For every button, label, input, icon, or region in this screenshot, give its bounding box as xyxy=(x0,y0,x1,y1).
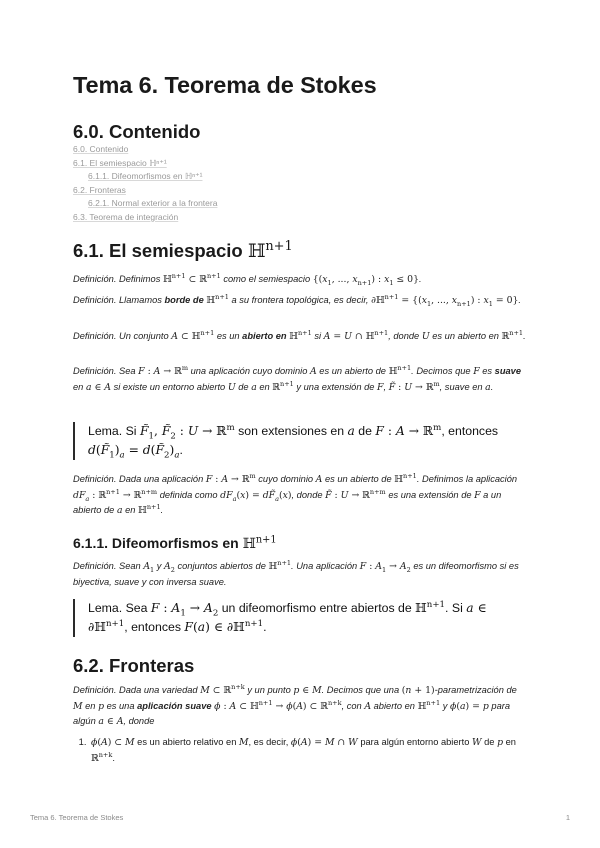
definition-paragraph: Definición. Un conjunto A ⊂ ℍ$^{n+1}$ es un abierto en ℍ$^{n+1}$ si A = U ∩ ℍ$^{n+1}$, donde U es un abierto en ℝ$^{n+1}$. xyxy=(73,328,526,342)
page-number: 1 xyxy=(565,813,570,822)
toc-link[interactable]: 6.2.1. Normal exterior a la frontera xyxy=(88,198,218,209)
definition-paragraph: Definición. Dada una variedad M ⊂ ℝ$^{n+k}$ y un punto p ∈ M. Decimos que una (n + 1)-parametrización de M en p es una aplicación suave ϕ : A ⊂ ℍ$^{n+1}$ → ϕ(A) ⊂ ℝ$^{n+k}$, con A abierto en ℍ$^{n+1}$ y ϕ(a) = p para algún a ∈ A, donde xyxy=(73,682,517,727)
toc-link[interactable]: 6.1.1. Difeomorfismos en ℍⁿ⁺¹ xyxy=(88,171,203,182)
definition-paragraph: Definición. Llamamos borde de ℍ$^{n+1}$ a su frontera topológica, es decir, ∂ℍ$^{n+1}$ = {($x_1$, ..., $x_{n+1}$) : $x_1 = 0$}. xyxy=(73,292,521,308)
definition-paragraph: Definición. Dada una aplicación F : A → ℝ$^m$ cuyo dominio A es un abierto de ℍ$^{n+1}$. Definimos la aplicación $dF_a$ : ℝ$^{n+1}$ → ℝ$^{n+m}$ definida como $dF_a(x)$ = $dF̃_a(x)$, donde F̃ : U → ℝ$^{n+m}$ es una extensión de F a un abierto de a en ℍ$^{n+1}$. xyxy=(73,471,518,516)
toc-link[interactable]: 6.2. Fronteras xyxy=(73,184,126,195)
lemma-block: Lema. Si $F̃_1$, $F̃_2$ : U → ℝ$^m$ son extensiones en a de F : A → ℝ$^m$, entonces $d(F̃_1)_a$ = $d(F̃_2)_a$. xyxy=(73,422,528,460)
toc-link[interactable]: 6.0. Contenido xyxy=(73,144,129,154)
subsection-heading: 6.1.1. Difeomorfismos en ℍ$^{n+1}$ xyxy=(73,534,277,552)
toc-link[interactable]: 6.1. El semiespacio ℍⁿ⁺¹ xyxy=(73,157,167,168)
table-of-contents xyxy=(73,143,217,225)
condition-list xyxy=(73,735,528,766)
section-heading: 6.1. El semiespacio ℍ$^{n+1}$ xyxy=(73,238,293,262)
page-title: Tema 6. Teorema de Stokes xyxy=(73,72,377,98)
lemma-block: Lema. Sea F : $A_1 \to A_2$ un difeomorfismo entre abiertos de ℍ$^{n+1}$. Si a ∈ ∂ℍ$^{n+1}$, entonces F(a) ∈ ∂ℍ$^{n+1}$. xyxy=(73,599,528,637)
list-item: 1. ϕ(A) ⊂ M es un abierto relativo en M, es decir, ϕ(A) = M ∩ W para algún entorno abierto W de p en ℝ$^{n+k}$. xyxy=(89,735,528,766)
section-heading: 6.2. Fronteras xyxy=(73,655,195,676)
definition-paragraph: Definición. Sean $A_1$ y $A_2$ conjuntos abiertos de ℍ$^{n+1}$. Una aplicación F : $A_1 \to A_2$ es un difeomorfismo si es biyectiva, suave y con inversa suave. xyxy=(73,558,519,587)
footer-title: Tema 6. Teorema de Stokes xyxy=(30,813,124,822)
contents-heading: 6.0. Contenido xyxy=(73,121,201,142)
definition-paragraph: Definición. Sea F : A → ℝ$^m$ una aplicación cuyo dominio A es un abierto de ℍ$^{n+1}$. Decimos que F es suave en a ∈ A si existe un entorno abierto U de a en ℝ$^{n+1}$ y una extensión de F, F̃ : U → ℝ$^m$, suave en a. xyxy=(73,363,522,393)
toc-link[interactable]: 6.3. Teorema de integración xyxy=(73,211,179,222)
definition-paragraph: Definición. Definimos ℍ$^{n+1}$ ⊂ ℝ$^{n+1}$ como el semiespacio {($x_1$, ..., $x_{n+1}$) : $x_1 \le 0$}. xyxy=(73,271,422,287)
